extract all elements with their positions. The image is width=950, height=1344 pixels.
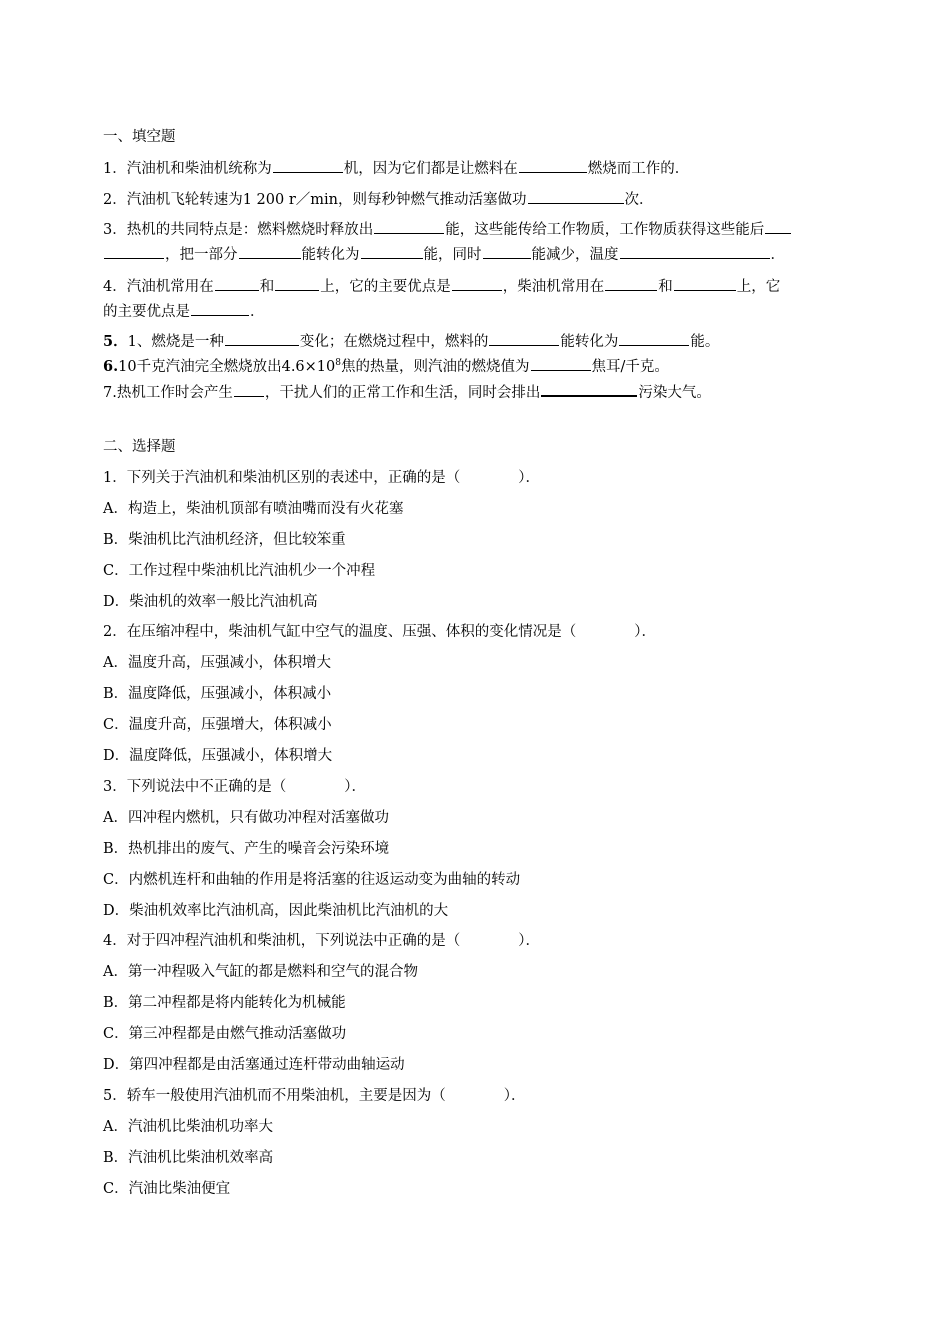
fill-question-2: 2．汽油机飞轮转速为1 200 r／min，则每秒钟燃气推动活塞做功 次． xyxy=(103,189,850,210)
answer-blank[interactable] xyxy=(489,331,559,346)
answer-blank[interactable] xyxy=(191,301,249,316)
answer-blank[interactable] xyxy=(541,381,637,397)
fill-question-3-line1: 3．热机的共同特点是：燃料燃烧时释放出 能，这些能传给工作物质，工作物质获得这些能后 xyxy=(103,219,850,240)
choice-option[interactable]: D．温度降低，压强减小，体积增大 xyxy=(103,748,333,764)
answer-blank[interactable] xyxy=(765,219,791,234)
choice-option[interactable]: B．温度降低，压强减小，体积减小 xyxy=(103,686,332,702)
choice-option[interactable]: B．汽油机比柴油机效率高 xyxy=(103,1150,274,1166)
choice-option[interactable]: A．汽油机比柴油机功率大 xyxy=(103,1119,273,1135)
choice-option[interactable]: B．柴油机比汽油机经济，但比较笨重 xyxy=(103,532,346,548)
choice-question-4-stem: 4．对于四冲程汽油机和柴油机，下列说法中正确的是（ ）． xyxy=(103,933,540,949)
answer-blank[interactable] xyxy=(531,356,591,371)
fill-question-3-line2: ，把一部分 能转化为 能，同时 能减少，温度 ． xyxy=(103,244,850,265)
answer-blank[interactable] xyxy=(519,158,587,173)
fill-question-6: 6.10千克汽油完全燃烧放出$4.6\times 10^8$焦的热量，则汽油的燃烧值为 焦耳/千克。 xyxy=(103,358,669,375)
answer-blank[interactable] xyxy=(215,276,259,291)
fill-question-1: 1．汽油机和柴油机统称为 机，因为它们都是让燃料在 燃烧而工作的． xyxy=(103,158,850,179)
choice-option[interactable]: C．工作过程中柴油机比汽油机少一个冲程 xyxy=(103,563,376,579)
answer-blank[interactable] xyxy=(273,158,343,173)
choice-option[interactable]: C．内燃机连杆和曲轴的作用是将活塞的往返运动变为曲轴的转动 xyxy=(103,872,521,888)
fill-question-5: 5．1、燃烧是一种 变化；在燃烧过程中，燃料的 能转化为 能。 xyxy=(103,333,720,350)
choice-option[interactable]: D．柴油机效率比汽油机高，因此柴油机比汽油机的大 xyxy=(103,903,449,919)
choice-question-3-stem: 3．下列说法中不正确的是（ ）． xyxy=(103,779,366,795)
answer-blank[interactable] xyxy=(275,276,319,291)
choice-option[interactable]: C．温度升高，压强增大，体积减小 xyxy=(103,717,332,733)
answer-blank[interactable] xyxy=(605,276,657,291)
answer-blank[interactable] xyxy=(452,276,502,291)
choice-option[interactable]: A．第一冲程吸入气缸的都是燃料和空气的混合物 xyxy=(103,964,418,980)
answer-blank[interactable] xyxy=(234,382,264,397)
section2-heading: 二、选择题 xyxy=(103,439,176,455)
answer-blank[interactable] xyxy=(528,189,624,204)
choice-option[interactable]: B．热机排出的废气、产生的噪音会污染环境 xyxy=(103,841,390,857)
choice-option[interactable]: A．四冲程内燃机，只有做功冲程对活塞做功 xyxy=(103,810,389,826)
answer-blank[interactable] xyxy=(483,244,531,259)
choice-option[interactable]: A．构造上，柴油机顶部有喷油嘴而没有火花塞 xyxy=(103,501,404,517)
answer-blank[interactable] xyxy=(619,331,689,346)
choice-option[interactable]: D．柴油机的效率一般比汽油机高 xyxy=(103,594,318,610)
choice-option[interactable]: A．温度升高，压强减小，体积增大 xyxy=(103,655,331,671)
choice-option[interactable]: C．第三冲程都是由燃气推动活塞做功 xyxy=(103,1026,347,1042)
fill-question-4-line1: 4．汽油机常用在 和 上，它的主要优点是 ，柴油机常用在 和 上，它 xyxy=(103,276,850,297)
choice-option[interactable]: C．汽油比柴油便宜 xyxy=(103,1181,231,1197)
answer-blank[interactable] xyxy=(104,244,164,259)
fill-question-7: 7.热机工作时会产生 ，干扰人们的正常工作和生活，同时会排出 污染大气。 xyxy=(103,381,850,403)
answer-blank[interactable] xyxy=(674,276,736,291)
fill-question-4-line2: 的主要优点是 ． xyxy=(103,301,850,322)
choice-question-2-stem: 2．在压缩冲程中，柴油机气缸中空气的温度、压强、体积的变化情况是（ ）． xyxy=(103,624,656,640)
choice-question-5-stem: 5．轿车一般使用汽油机而不用柴油机，主要是因为（ ）． xyxy=(103,1088,526,1104)
section1-heading: 一、填空题 xyxy=(103,129,176,145)
choice-question-1-stem: 1．下列关于汽油机和柴油机区别的表述中，正确的是（ ）． xyxy=(103,470,540,486)
answer-blank[interactable] xyxy=(225,331,299,346)
choice-option[interactable]: D．第四冲程都是由活塞通过连杆带动曲轴运动 xyxy=(103,1057,405,1073)
answer-blank[interactable] xyxy=(374,219,444,234)
answer-blank[interactable] xyxy=(620,244,770,259)
answer-blank[interactable] xyxy=(239,244,301,259)
choice-option[interactable]: B．第二冲程都是将内能转化为机械能 xyxy=(103,995,346,1011)
answer-blank[interactable] xyxy=(361,244,423,259)
